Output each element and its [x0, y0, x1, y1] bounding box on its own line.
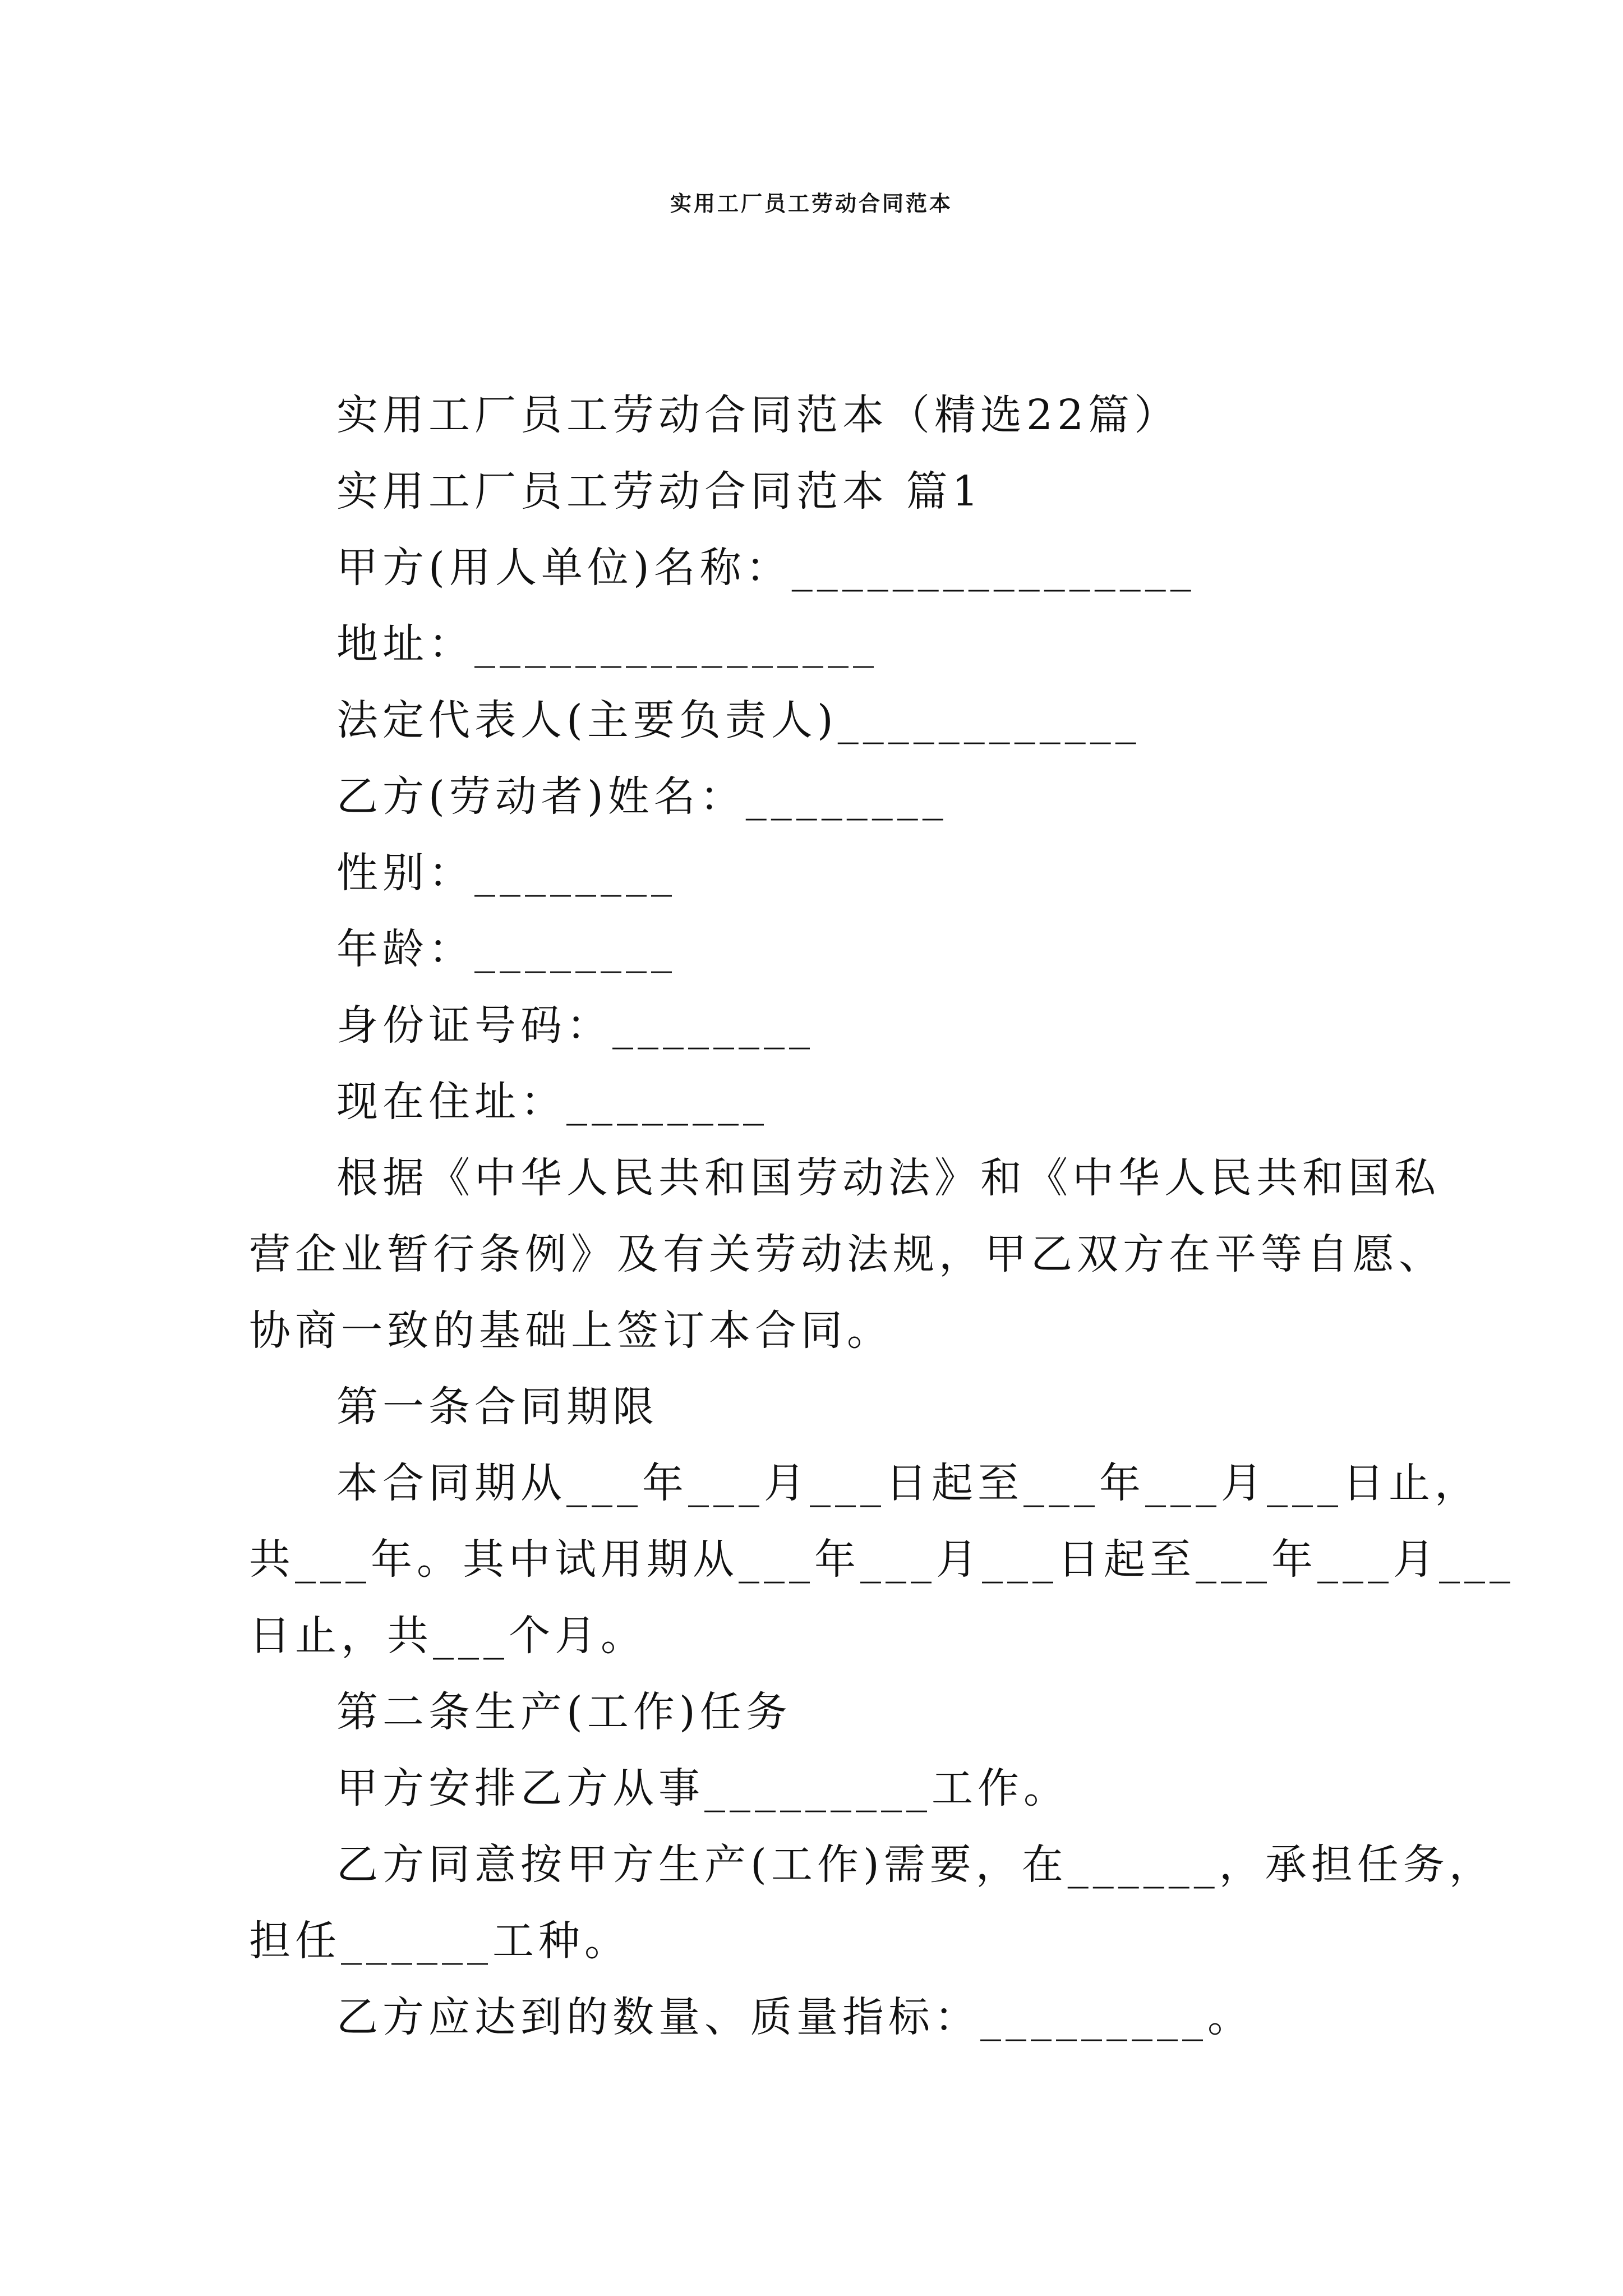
field-id-number: 身份证号码：________: [336, 1001, 814, 1050]
paragraph-line: 协商一致的基础上签订本合同。: [249, 1306, 893, 1355]
paragraph-line: 乙方同意按甲方生产(工作)需要，在______，承担任务，: [336, 1841, 1495, 1889]
field-current-address: 现在住址：________: [336, 1078, 768, 1126]
paragraph-line: 乙方应达到的数量、质量指标：_________。: [336, 1993, 1253, 2041]
field-employer-address: 地址：________________: [336, 620, 878, 668]
document-title: 实用工厂员工劳动合同范本: [670, 191, 953, 216]
field-age: 年龄：________: [336, 925, 676, 973]
article-heading: 第一条合同期限: [336, 1383, 658, 1431]
field-employee-name: 乙方(劳动者)姓名：________: [336, 772, 948, 821]
paragraph-line: 担任______工种。: [249, 1917, 630, 1965]
field-legal-representative: 法定代表人(主要负责人)____________: [336, 696, 1141, 744]
paragraph-line: 日止，共___个月。: [249, 1612, 647, 1660]
paragraph-line: 本合同期从___年___月___日起至___年___月___日止，: [336, 1459, 1481, 1507]
doc-subtitle: 实用工厂员工劳动合同范本（精选22篇）: [336, 391, 1181, 439]
field-employer-name: 甲方(用人单位)名称：________________: [336, 544, 1196, 592]
paragraph-line: 根据《中华人民共和国劳动法》和《中华人民共和国私: [336, 1154, 1440, 1202]
field-gender: 性别：________: [336, 849, 676, 897]
paragraph-line: 营企业暂行条例》及有关劳动法规，甲乙双方在平等自愿、: [249, 1230, 1445, 1278]
section-heading: 实用工厂员工劳动合同范本 篇1: [336, 467, 983, 516]
paragraph-line: 共___年。其中试用期从___年___月___日起至___年___月___: [249, 1535, 1515, 1584]
article-heading: 第二条生产(工作)任务: [336, 1688, 792, 1736]
paragraph-line: 甲方安排乙方从事_________工作。: [336, 1764, 1069, 1812]
